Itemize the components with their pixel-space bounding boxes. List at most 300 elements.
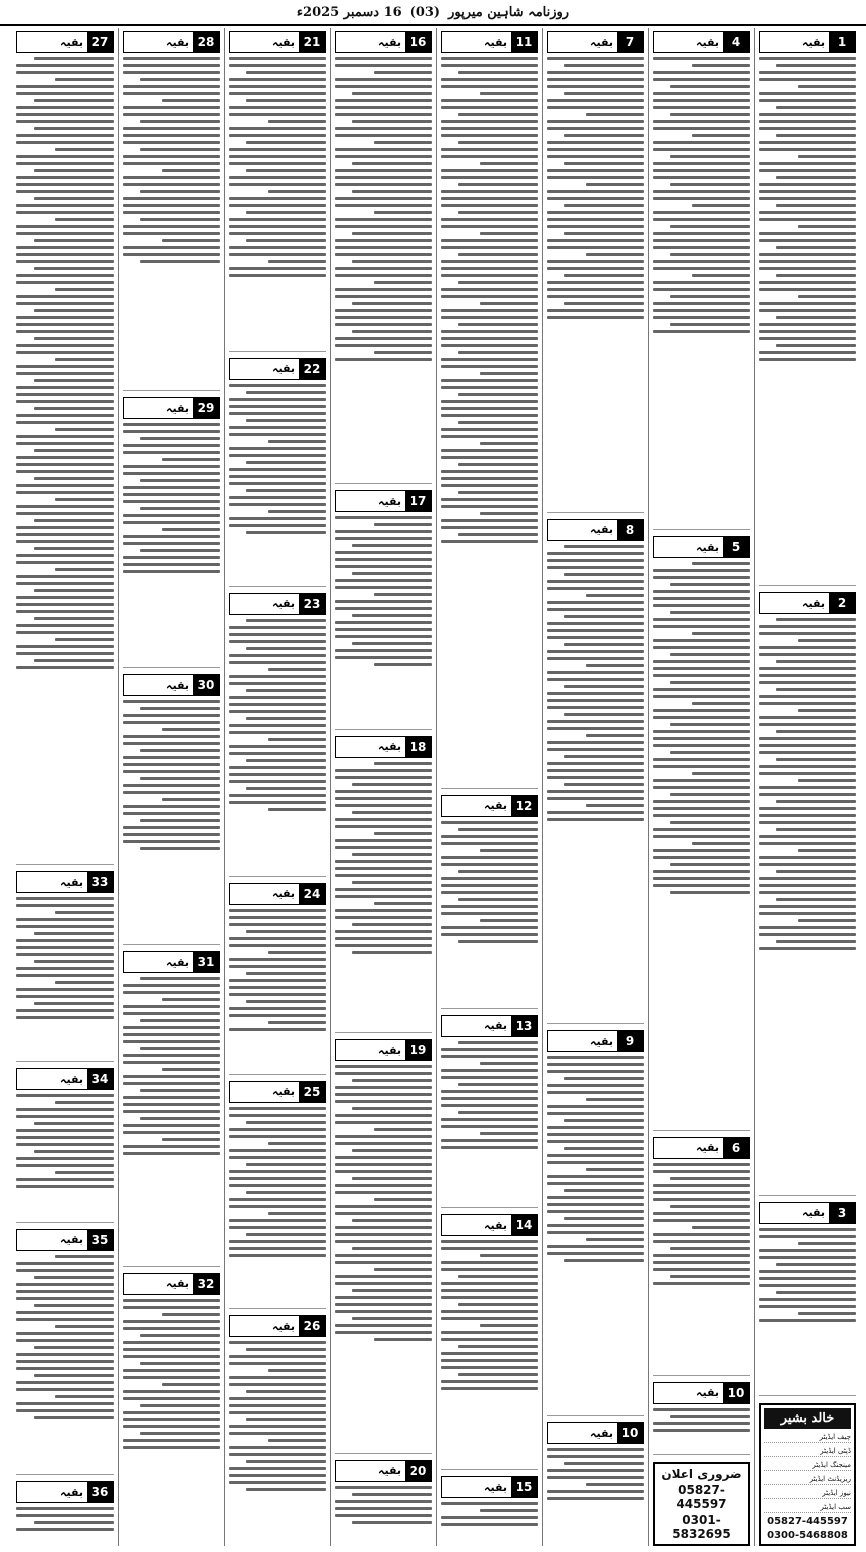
text-line [547, 106, 644, 109]
text-line [441, 386, 538, 389]
text-line [759, 674, 856, 677]
text-line [34, 519, 114, 522]
text-line [653, 779, 750, 782]
story-text [123, 977, 220, 1263]
text-line [16, 540, 114, 543]
text-line [759, 288, 856, 291]
text-line [123, 826, 220, 829]
text-line [16, 435, 114, 438]
text-line [246, 169, 326, 172]
continuation-number: 11 [511, 32, 537, 52]
text-line [229, 965, 326, 968]
text-line [140, 1019, 220, 1022]
continuation-number: 36 [87, 1482, 113, 1502]
continuation-number: 8 [617, 520, 643, 540]
text-line [229, 916, 326, 919]
text-line [547, 706, 644, 709]
text-line [547, 99, 644, 102]
text-line [335, 239, 432, 242]
text-line [458, 393, 538, 396]
text-line [441, 78, 538, 81]
text-line [335, 183, 432, 186]
text-line [759, 1235, 856, 1238]
text-line [268, 440, 326, 443]
text-line [564, 1119, 644, 1122]
text-line [547, 295, 644, 298]
text-line [34, 1374, 114, 1377]
text-line [759, 716, 856, 719]
text-line [34, 589, 114, 592]
continuation-tag [547, 1030, 644, 1052]
text-line [441, 1359, 538, 1362]
text-line [123, 1299, 220, 1302]
story-text [229, 57, 326, 348]
text-line [16, 491, 114, 494]
text-line [246, 211, 326, 214]
text-line [547, 692, 644, 695]
text-line [246, 461, 326, 464]
text-line [564, 615, 644, 618]
text-line [759, 351, 856, 354]
continuation-label: بقیہ [654, 32, 723, 52]
text-line [564, 643, 644, 646]
text-line [670, 821, 750, 824]
text-line [653, 849, 750, 852]
text-line [547, 566, 644, 569]
text-line [670, 113, 750, 116]
text-line [759, 891, 856, 894]
text-line [653, 141, 750, 144]
text-line [55, 1325, 114, 1328]
text-line [547, 657, 644, 660]
text-line [759, 947, 856, 950]
text-line [374, 832, 432, 835]
text-line [653, 288, 750, 291]
text-line [229, 503, 326, 506]
text-line [441, 1055, 538, 1058]
text-line [547, 78, 644, 81]
text-line [586, 183, 644, 186]
continuation-label: بقیہ [124, 675, 193, 695]
text-line [547, 1175, 644, 1178]
text-line [653, 218, 750, 221]
text-line [458, 1275, 538, 1278]
text-line [335, 930, 432, 933]
text-line [458, 1345, 538, 1348]
text-line [441, 1048, 538, 1051]
text-line [653, 1240, 750, 1243]
story-text [123, 700, 220, 941]
text-line [335, 874, 432, 877]
text-line [759, 309, 856, 312]
continuation-label: بقیہ [230, 884, 299, 904]
text-line [759, 751, 856, 754]
text-line [564, 783, 644, 786]
text-line [229, 986, 326, 989]
column-4 [436, 28, 542, 1546]
text-line [335, 1500, 432, 1503]
text-line [335, 860, 432, 863]
text-line [441, 1380, 538, 1383]
continuation-tag [335, 1460, 432, 1482]
text-line [653, 828, 750, 831]
text-line [441, 926, 538, 929]
text-line [441, 540, 538, 543]
text-line [335, 867, 432, 870]
continuation-number: 35 [87, 1230, 113, 1250]
text-line [123, 840, 220, 843]
text-line [268, 808, 326, 811]
text-line [123, 232, 220, 235]
story-text [759, 1228, 856, 1392]
text-line [335, 1072, 432, 1075]
text-line [16, 330, 114, 333]
text-line [547, 1224, 644, 1227]
text-line [123, 1131, 220, 1134]
text-line [759, 737, 856, 740]
text-line [653, 99, 750, 102]
text-line [16, 176, 114, 179]
story-text [335, 1486, 432, 1540]
story-text [653, 562, 750, 1126]
text-line [140, 1432, 220, 1435]
text-line [547, 211, 644, 214]
text-line [547, 1476, 644, 1479]
story-text [547, 545, 644, 1021]
text-line [16, 85, 114, 88]
text-line [653, 786, 750, 789]
text-line [16, 211, 114, 214]
text-line [123, 1110, 220, 1113]
story-text [653, 1163, 750, 1372]
text-line [547, 1084, 644, 1087]
text-line [352, 783, 432, 786]
text-line [123, 742, 220, 745]
text-line [441, 337, 538, 340]
continuation-tag [759, 31, 856, 53]
text-line [229, 426, 326, 429]
text-line [229, 496, 326, 499]
continuation-tag [16, 871, 114, 893]
text-line [653, 71, 750, 74]
text-line [229, 1453, 326, 1456]
text-line [34, 337, 114, 340]
text-line [123, 197, 220, 200]
text-line [16, 1262, 114, 1265]
text-line [140, 120, 220, 123]
text-line [776, 870, 856, 873]
text-line [123, 57, 220, 60]
text-line [55, 1171, 114, 1174]
text-line [759, 1319, 856, 1322]
text-line [335, 1121, 432, 1124]
text-line [547, 601, 644, 604]
story [123, 1270, 220, 1543]
text-line [123, 721, 220, 724]
text-line [268, 190, 326, 193]
text-line [335, 895, 432, 898]
text-line [564, 1077, 644, 1080]
story-text [229, 1107, 326, 1306]
text-line [653, 604, 750, 607]
text-line [547, 57, 644, 60]
masthead-page-number: (03) [409, 4, 441, 20]
text-line [441, 239, 538, 242]
text-line [547, 225, 644, 228]
text-line [692, 562, 750, 565]
text-line [352, 1149, 432, 1152]
text-line [335, 78, 432, 81]
text-line [335, 1275, 432, 1278]
continuation-label: بقیہ [336, 32, 405, 52]
text-line [229, 1383, 326, 1386]
text-line [123, 763, 220, 766]
text-line [123, 1446, 220, 1449]
text-line [692, 274, 750, 277]
continuation-tag [229, 31, 326, 53]
text-line [441, 1289, 538, 1292]
continuation-tag [547, 1422, 644, 1444]
text-line [547, 776, 644, 779]
text-line [776, 688, 856, 691]
text-line [268, 1369, 326, 1372]
text-line [335, 57, 432, 60]
text-line [229, 106, 326, 109]
text-line [759, 905, 856, 908]
text-line [441, 134, 538, 137]
text-line [441, 519, 538, 522]
text-line [34, 1521, 114, 1524]
text-line [16, 995, 114, 998]
text-line [16, 652, 114, 655]
text-line [34, 449, 114, 452]
text-line [352, 1521, 432, 1524]
text-line [441, 856, 538, 859]
text-line [123, 770, 220, 773]
story-text [441, 57, 538, 785]
text-line [759, 765, 856, 768]
text-line [335, 1233, 432, 1236]
text-line [335, 1086, 432, 1089]
text-line [374, 902, 432, 905]
text-line [16, 582, 114, 585]
editorial-row: چیف ایڈیٹر [764, 1432, 851, 1443]
text-line [335, 316, 432, 319]
text-line [229, 433, 326, 436]
text-line [653, 1254, 750, 1257]
text-line [547, 1252, 644, 1255]
text-line [670, 751, 750, 754]
text-line [480, 1062, 538, 1065]
text-line [547, 141, 644, 144]
text-line [564, 545, 644, 548]
text-line [759, 646, 856, 649]
story-text [16, 57, 114, 861]
text-line [759, 169, 856, 172]
text-line [335, 253, 432, 256]
text-line [335, 1254, 432, 1257]
editorial-row: سب ایڈیٹر [764, 1502, 851, 1513]
story-text [335, 1065, 432, 1449]
continuation-tag [441, 1214, 538, 1236]
text-line [162, 1383, 220, 1386]
continuation-tag [123, 1273, 220, 1295]
continuation-label: بقیہ [548, 1423, 617, 1443]
text-line [441, 190, 538, 193]
text-line [653, 1170, 750, 1173]
continuation-tag [335, 31, 432, 53]
story-text [229, 619, 326, 873]
text-line [441, 316, 538, 319]
text-line [268, 1439, 326, 1442]
text-line [547, 1469, 644, 1472]
text-line [335, 1261, 432, 1264]
text-line [16, 484, 114, 487]
story-text [441, 1502, 538, 1540]
text-line [16, 302, 114, 305]
text-line [229, 454, 326, 457]
continuation-label: بقیہ [230, 32, 299, 52]
text-line [480, 1324, 538, 1327]
text-line [123, 444, 220, 447]
text-line [547, 85, 644, 88]
text-line [441, 1366, 538, 1369]
text-line [441, 449, 538, 452]
text-line [229, 661, 326, 664]
text-line [441, 358, 538, 361]
text-line [229, 1240, 326, 1243]
continuation-label: بقیہ [548, 32, 617, 52]
text-line [759, 148, 856, 151]
text-line [16, 1507, 114, 1510]
text-line [229, 909, 326, 912]
text-line [458, 421, 538, 424]
text-line [229, 517, 326, 520]
text-line [547, 1231, 644, 1234]
continuation-tag [16, 1068, 114, 1090]
text-line [441, 905, 538, 908]
text-line [335, 358, 432, 361]
text-line [335, 790, 432, 793]
text-line [335, 607, 432, 610]
text-line [759, 625, 856, 628]
text-line [374, 663, 432, 666]
text-line [229, 1481, 326, 1484]
text-line [123, 64, 220, 67]
text-line [246, 489, 326, 492]
continuation-tag [229, 358, 326, 380]
text-line [547, 580, 644, 583]
continuation-label: بقیہ [760, 32, 829, 52]
text-line [776, 828, 856, 831]
continuation-number: 7 [617, 32, 643, 52]
text-line [547, 1154, 644, 1157]
text-line [229, 1219, 326, 1222]
editorial-row: مینجنگ ایڈیٹر [764, 1460, 851, 1471]
text-line [16, 246, 114, 249]
text-line [229, 274, 326, 277]
text-line [653, 148, 750, 151]
text-line [441, 1296, 538, 1299]
text-line [229, 398, 326, 401]
text-line [335, 127, 432, 130]
text-line [335, 267, 432, 270]
text-line [798, 919, 856, 922]
text-line [335, 1507, 432, 1510]
text-line [55, 568, 114, 571]
text-line [16, 1360, 114, 1363]
continuation-tag [441, 1476, 538, 1498]
text-line [123, 430, 220, 433]
continuation-tag [229, 593, 326, 615]
continuation-number: 27 [87, 32, 113, 52]
text-line [34, 1346, 114, 1349]
text-line [16, 232, 114, 235]
text-line [246, 1460, 326, 1463]
text-line [140, 190, 220, 193]
text-line [335, 1191, 432, 1194]
story [16, 28, 114, 865]
text-line [123, 1026, 220, 1029]
text-line [335, 635, 432, 638]
continuation-tag [123, 951, 220, 973]
text-line [547, 71, 644, 74]
text-line [670, 225, 750, 228]
continuation-number: 15 [511, 1477, 537, 1497]
text-line [441, 1118, 538, 1121]
text-line [653, 856, 750, 859]
continuation-label: بقیہ [336, 737, 405, 757]
text-line [653, 1429, 750, 1432]
text-line [123, 423, 220, 426]
text-line [16, 274, 114, 277]
text-line [564, 573, 644, 576]
text-line [759, 1249, 856, 1252]
text-line [670, 723, 750, 726]
text-line [123, 493, 220, 496]
text-line [335, 99, 432, 102]
text-line [123, 1376, 220, 1379]
text-line [123, 514, 220, 517]
text-line [16, 554, 114, 557]
continuation-label: بقیہ [442, 1215, 511, 1235]
text-line [335, 134, 432, 137]
column-7 [118, 28, 224, 1546]
text-line [352, 853, 432, 856]
story [123, 948, 220, 1267]
text-line [441, 470, 538, 473]
text-line [670, 891, 750, 894]
text-line [653, 1163, 750, 1166]
continuation-tag [335, 1039, 432, 1061]
text-line [564, 162, 644, 165]
text-line [441, 1097, 538, 1100]
text-line [480, 442, 538, 445]
text-line [653, 120, 750, 123]
text-line [480, 919, 538, 922]
text-line [653, 330, 750, 333]
text-line [458, 113, 538, 116]
text-line [16, 1332, 114, 1335]
text-line [547, 1490, 644, 1493]
text-line [246, 972, 326, 975]
text-line [670, 653, 750, 656]
text-line [16, 183, 114, 186]
text-line [229, 176, 326, 179]
text-line [564, 92, 644, 95]
text-line [441, 1502, 538, 1505]
text-line [776, 106, 856, 109]
